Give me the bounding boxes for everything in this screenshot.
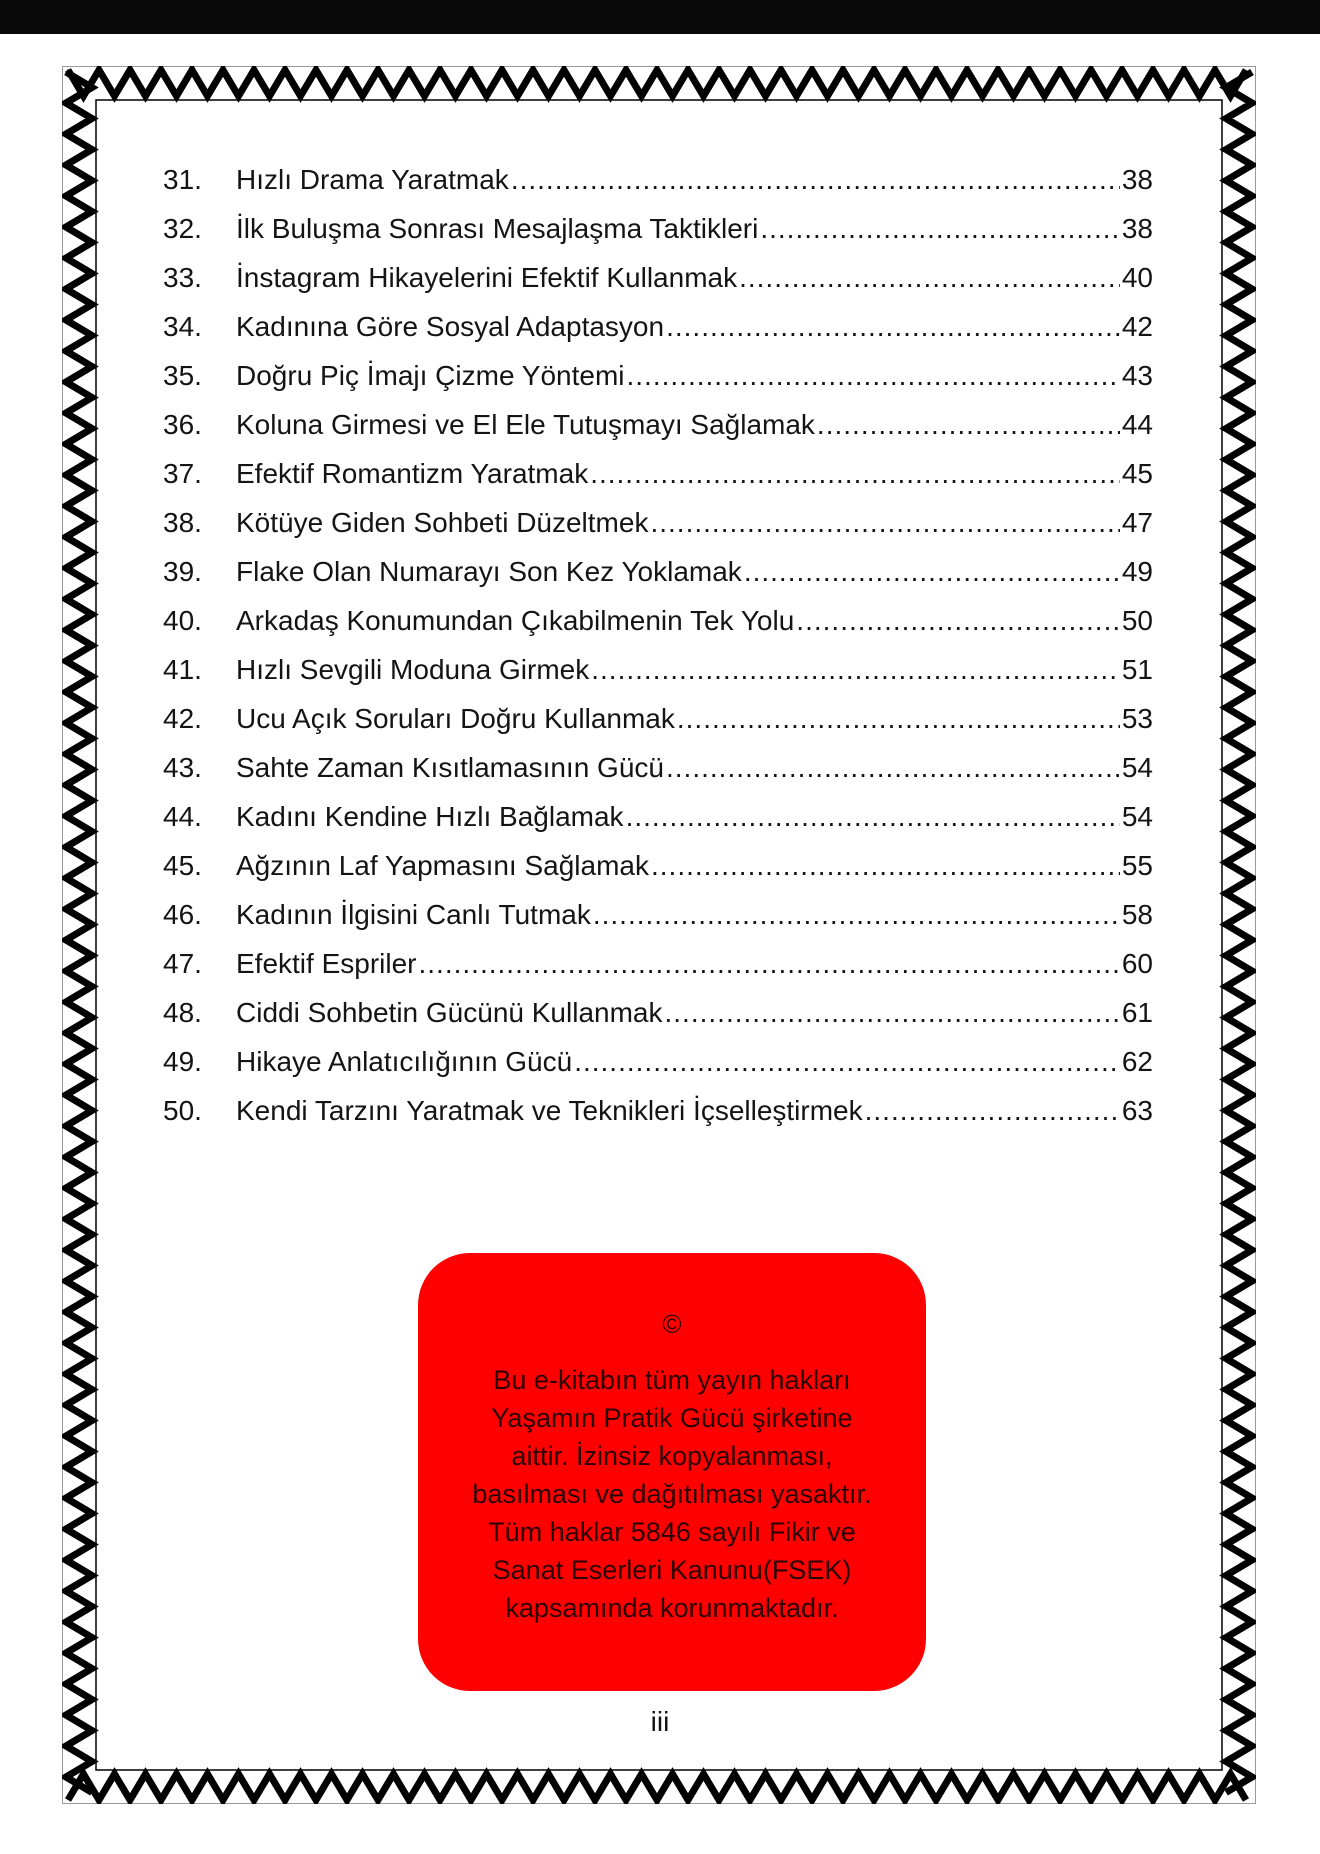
toc-entry-title: Arkadaş Konumundan Çıkabilmenin Tek Yolu [236, 605, 795, 636]
toc-entry-number: 41. [163, 654, 202, 685]
toc-entry-page: 47 [1121, 507, 1153, 538]
toc-entry-title: Ağzının Laf Yapmasını Sağlamak [236, 850, 649, 881]
toc-entry-title: Flake Olan Numarayı Son Kez Yoklamak [236, 556, 742, 587]
toc-entry[interactable] [163, 507, 1153, 556]
toc-entry-number: 39. [163, 556, 202, 587]
toc-entry-page: 60 [1121, 948, 1153, 979]
toc-entry[interactable] [163, 997, 1153, 1046]
zigzag-segment [68, 70, 1246, 96]
screen-top-bar [0, 0, 1320, 34]
toc-dot-leader [760, 213, 1120, 245]
toc-entry[interactable] [163, 213, 1153, 262]
toc-entry-number: 47. [163, 948, 202, 979]
copyright-line: aittir. İzinsiz kopyalanması, [511, 1441, 833, 1471]
toc-dot-leader [574, 1046, 1120, 1078]
copyright-line: Bu e-kitabın tüm yayın hakları [493, 1365, 851, 1395]
toc-entry-page: 62 [1121, 1046, 1153, 1077]
toc-entry-number: 35. [163, 360, 202, 391]
toc-dot-leader [419, 948, 1120, 980]
toc-entry-number: 34. [163, 311, 202, 342]
toc-entry[interactable] [163, 850, 1153, 899]
toc-entry-page: 44 [1121, 409, 1153, 440]
toc-entry[interactable] [163, 311, 1153, 360]
toc-entry-title: Ucu Açık Soruları Doğru Kullanmak [236, 703, 675, 734]
toc-dot-leader [744, 556, 1120, 588]
toc-entry[interactable] [163, 409, 1153, 458]
toc-entry-page: 45 [1121, 458, 1153, 489]
toc-entry-title: Kadınına Göre Sosyal Adaptasyon [236, 311, 665, 342]
toc-entry-title: Hikaye Anlatıcılığının Gücü [236, 1046, 573, 1077]
toc-entry-title: Ciddi Sohbetin Gücünü Kullanmak [236, 997, 663, 1028]
toc-entry-title: Sahte Zaman Kısıtlamasının Gücü [236, 752, 664, 783]
toc-entry[interactable] [163, 262, 1153, 311]
toc-entry-page: 58 [1121, 899, 1153, 930]
toc-entry[interactable] [163, 1046, 1153, 1095]
toc-entry-page: 38 [1121, 213, 1153, 244]
toc-entry-page: 43 [1121, 360, 1153, 391]
toc-entry-number: 38. [163, 507, 202, 538]
toc-dot-leader [593, 899, 1120, 931]
toc-entry-number: 49. [163, 1046, 202, 1077]
toc-entry-title: Hızlı Drama Yaratmak [236, 164, 509, 195]
toc-dot-leader [666, 752, 1120, 784]
toc-entry-page: 40 [1121, 262, 1153, 293]
zigzag-segment [68, 1774, 1246, 1800]
toc-entry[interactable] [163, 556, 1153, 605]
toc-entry-title: İnstagram Hikayelerini Efektif Kullanmak [236, 262, 738, 293]
toc-dot-leader [677, 703, 1120, 735]
toc-entry-number: 37. [163, 458, 202, 489]
toc-dot-leader [817, 409, 1120, 441]
toc-entry[interactable] [163, 360, 1153, 409]
toc-entry[interactable] [163, 899, 1153, 948]
toc-entry-title: Efektif Espriler [236, 948, 417, 979]
toc-entry-number: 33. [163, 262, 202, 293]
toc-dot-leader [664, 997, 1119, 1029]
toc-dot-leader [591, 654, 1120, 686]
toc-dot-leader [666, 311, 1120, 343]
copyright-line: kapsamında korunmaktadır. [505, 1593, 839, 1623]
toc-entry-number: 42. [163, 703, 202, 734]
toc-entry-page: 54 [1121, 801, 1153, 832]
toc-entry-page: 61 [1121, 997, 1153, 1028]
toc-dot-leader [627, 360, 1120, 392]
table-of-contents [163, 164, 1153, 1144]
page-number: iii [650, 1706, 670, 1737]
copyright-line: Yaşamın Pratik Gücü şirketine [491, 1403, 853, 1433]
toc-entry[interactable] [163, 703, 1153, 752]
toc-entry-page: 53 [1121, 703, 1153, 734]
toc-entry-number: 36. [163, 409, 202, 440]
toc-entry-number: 43. [163, 752, 202, 783]
toc-dot-leader [650, 507, 1119, 539]
copyright-notice-box [418, 1253, 926, 1691]
toc-entry[interactable] [163, 752, 1153, 801]
toc-entry-page: 50 [1121, 605, 1153, 636]
copyright-symbol: © [662, 1309, 682, 1339]
zigzag-segment [66, 72, 92, 1793]
copyright-text [418, 1361, 926, 1627]
toc-entry-title: Kötüye Giden Sohbeti Düzeltmek [236, 507, 649, 538]
toc-entry-title: Doğru Piç İmajı Çizme Yöntemi [236, 360, 625, 391]
toc-entry-page: 54 [1121, 752, 1153, 783]
toc-entry[interactable] [163, 458, 1153, 507]
toc-entry-page: 42 [1121, 311, 1153, 342]
toc-entry-title: Kendi Tarzını Yaratmak ve Teknikleri İçselleştirmek [236, 1095, 863, 1126]
toc-entry[interactable] [163, 654, 1153, 703]
toc-entry-page: 51 [1121, 654, 1153, 685]
toc-entry-number: 48. [163, 997, 202, 1028]
toc-entry-title: Koluna Girmesi ve El Ele Tutuşmayı Sağlamak [236, 409, 815, 440]
toc-dot-leader [511, 164, 1120, 196]
toc-entry[interactable] [163, 801, 1153, 850]
toc-entry[interactable] [163, 1095, 1153, 1144]
toc-entry-number: 46. [163, 899, 202, 930]
toc-entry-page: 55 [1121, 850, 1153, 881]
toc-entry-page: 38 [1121, 164, 1153, 195]
toc-entry[interactable] [163, 164, 1153, 213]
copyright-line: basılması ve dağıtılması yasaktır. [472, 1479, 872, 1509]
toc-entry-number: 32. [163, 213, 202, 244]
toc-dot-leader [651, 850, 1120, 882]
toc-entry-title: Kadının İlgisini Canlı Tutmak [236, 899, 591, 930]
toc-entry-title: Hızlı Sevgili Moduna Girmek [236, 654, 590, 685]
toc-entry[interactable] [163, 605, 1153, 654]
toc-dot-leader [590, 458, 1120, 490]
toc-entry-title: Kadını Kendine Hızlı Bağlamak [236, 801, 624, 832]
copyright-line: Tüm haklar 5846 sayılı Fikir ve [488, 1517, 856, 1547]
toc-entry-number: 44. [163, 801, 202, 832]
toc-entry-number: 45. [163, 850, 202, 881]
toc-entry[interactable] [163, 948, 1153, 997]
toc-dot-leader [796, 605, 1120, 637]
toc-entry-page: 49 [1121, 556, 1153, 587]
toc-dot-leader [865, 1095, 1120, 1127]
zigzag-segment [1226, 72, 1252, 1793]
toc-dot-leader [739, 262, 1120, 294]
toc-entry-page: 63 [1121, 1095, 1153, 1126]
toc-entry-number: 50. [163, 1095, 202, 1126]
toc-entry-number: 40. [163, 605, 202, 636]
toc-entry-title: İlk Buluşma Sonrası Mesajlaşma Taktikleri [236, 213, 759, 244]
copyright-line: Sanat Eserleri Kanunu(FSEK) [492, 1555, 852, 1585]
toc-entry-title: Efektif Romantizm Yaratmak [236, 458, 589, 489]
toc-dot-leader [626, 801, 1120, 833]
toc-entry-number: 31. [163, 164, 202, 195]
